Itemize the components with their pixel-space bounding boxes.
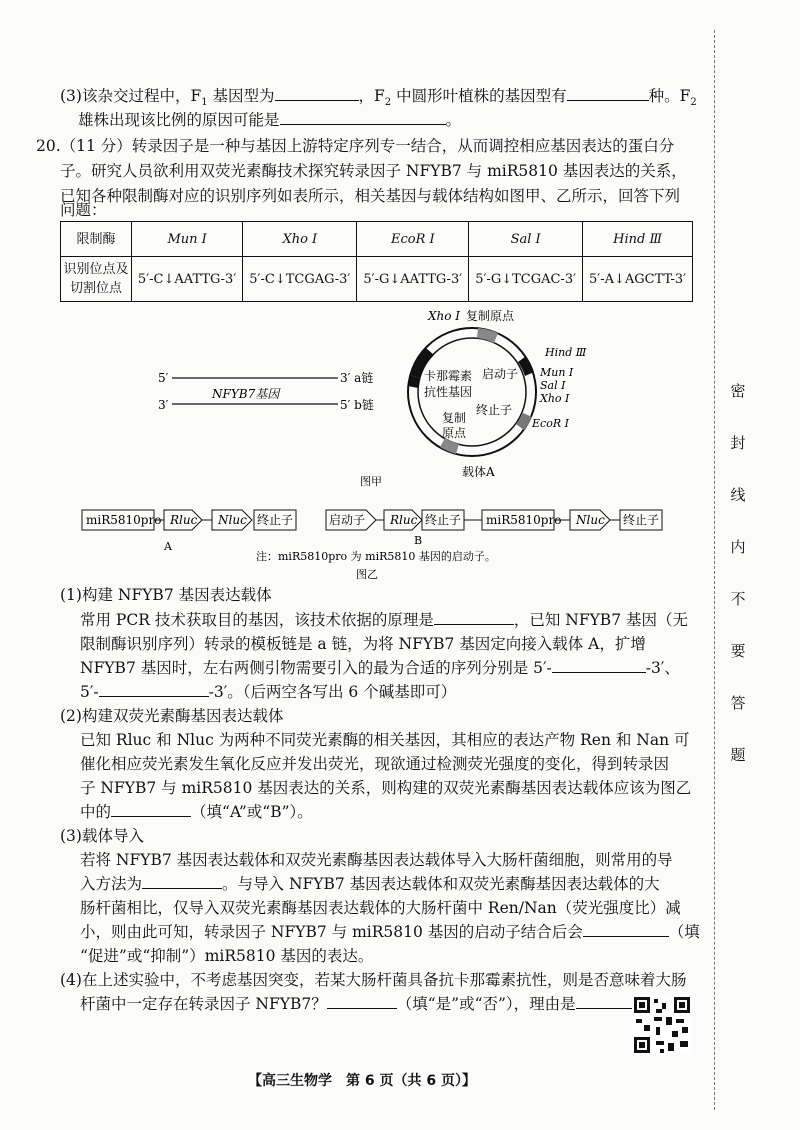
table-row-label: 识别位点及 切割位点 [61,257,132,302]
answer-blank[interactable] [111,800,191,817]
q20-1-line4: 5′- -3′。（后两空各写出 6 个碱基即可） [80,680,456,704]
figure-yi [80,502,700,584]
promoter-label: 启动子 [482,367,519,381]
q20-intro-1: 20.（11 分）转录因子是一种与基因上游特定序列专一结合，从而调控相应基因表达的蛋白分 [36,137,675,155]
answer-blank[interactable] [99,680,209,697]
answer-blank[interactable] [583,920,669,937]
construct-label: A [164,540,172,553]
cut-site: 5′-G↓TCGAC-3′ [469,257,583,302]
notice-char: 密 [730,382,746,400]
q20-intro-2: 子。研究人员欲利用双荧光素酶技术探究转录因子 NFYB7 与 miR5810 基因表达的关系， [60,162,687,180]
q20-2-line2: 催化相应荧光素发生氧化反应并发出荧光，现欲通过检测荧光强度的变化，得到转录因 [80,755,670,773]
site-label: EcoR Ⅰ [532,417,569,430]
box-label: Nluc [218,513,247,527]
enzyme-name: Sal Ⅰ [469,222,583,257]
cut-site: 5′-A↓AGCTT-3′ [583,257,693,302]
answer-blank[interactable] [275,84,359,101]
q20-1-line3: NFYB7 基因时，左右两侧引物需要引入的最为合适的序列分别是 5′- -3′、 [80,656,680,680]
q20-1-line2: 限制酶识别序列）转录的模板链是 a 链，为将 NFYB7 基因定向接入载体 A，扩增 [80,635,646,653]
answer-blank[interactable] [327,992,397,1009]
q20-4-line1: (4)在上述实验中，不考虑基因突变，若某大肠杆菌具备抗卡那霉素抗性，则是否意味着大肠 [60,971,687,989]
notice-char: 题 [730,746,746,764]
box-label: Nluc [576,513,605,527]
enzyme-name: Hind Ⅲ [583,222,693,257]
q19-3-line1: (3)该杂交过程中，$F_1$ 基因型为 ，$F_2$ 中圆形叶植株的基因型有 种。$F_2$ [60,84,697,115]
vector-name: 载体A [462,465,495,479]
q20-3-line3: 肠杆菌相比，仅导入双荧光素酶基因表达载体的大肠杆菌中 Ren/Nan（荧光强度比）减 [80,899,681,917]
notice-char: 不 [730,590,746,608]
strand-label: 3′ a链 [340,371,374,385]
construct-label: B [414,534,423,547]
strand-label: 3′ [158,398,169,412]
notice-char: 答 [730,694,746,712]
box-label: Rluc [390,513,418,527]
box-label: miR5810pro [486,513,562,527]
q20-4-line2: 杆菌中一定存在转录因子 NFYB7？ （填“是”或“否”），理由是 [80,992,661,1016]
ori-label: 复制 [442,411,467,425]
qr-code [632,995,692,1055]
binding-line [714,30,715,1110]
site-label: Mun Ⅰ [540,366,574,379]
enzyme-name: Mun Ⅰ [132,222,243,257]
enzyme-name: Xho Ⅰ [243,222,357,257]
construct-a [82,510,296,530]
box-label: miR5810pro [86,513,162,527]
box-label: 终止子 [425,513,462,527]
cut-site: 5′-C↓AATTG-3′ [132,257,243,302]
enzyme-table [60,221,693,302]
q20-2-line3: 子 NFYB7 与 miR5810 基因表达的关系，则构建的双荧光素酶基因表达载体应该为图乙 [80,779,692,797]
q20-1-title: (1)构建 NFYB7 基因表达载体 [60,586,272,604]
kan-label: 卡那霉素 [424,369,473,383]
figure-note: 注：miR5810pro 为 miR5810 基因的启动子。 [256,550,496,563]
answer-blank[interactable] [552,656,646,673]
box-label: 启动子 [329,513,366,527]
q20-2-line4: 中的 （填“A”或“B”）。 [80,800,313,824]
q20-3-line2: 入方法为 。与导入 NFYB7 基因表达载体和双荧光素酶基因表达载体的大 [80,872,660,896]
notice-char: 封 [730,434,746,452]
figure-caption: 图乙 [356,568,378,581]
strand-label: 5′ b链 [340,398,374,412]
notice-char: 线 [730,486,746,504]
strand-label: 5′ [158,371,169,385]
q20-1-line1: 常用 PCR 技术获取目的基因，该技术依据的原理是 ，已知 NFYB7 基因（无 [80,608,688,632]
kan-label: 抗性基因 [424,385,473,399]
q20-3-line4: 小，则由此可知，转录因子 NFYB7 与 miR5810 基因的启动子结合后会 （填 [80,920,700,944]
answer-blank[interactable] [142,872,222,889]
notice-char: 内 [730,538,746,556]
q20-2-title: (2)构建双荧光素酶基因表达载体 [60,707,284,725]
q19-3-line2: 雄株出现该比例的原因可能是 。 [78,108,461,132]
figure-jia [140,300,600,490]
gene-label: NFYB7基因 [212,387,280,401]
answer-blank[interactable] [434,608,514,625]
figure-caption: 图甲 [360,475,382,488]
q20-3-line1: 若将 NFYB7 基因表达载体和双荧光素酶基因表达载体导入大肠杆菌细胞，则常用的导 [80,851,673,869]
q20-intro-3: 已知各种限制酶对应的识别序列如表所示，相关基因与载体结构如图甲、乙所示，回答下列 [60,187,681,205]
page-footer: 【高三生物学 第 6 页（共 6 页）】 [248,1073,476,1089]
box-label: 终止子 [623,513,660,527]
box-label: Rluc [170,513,198,527]
site-label: 复制原点 [466,309,515,323]
q20-3-line5: “促进”或“抑制”）miR5810 基因的表达。 [80,947,374,965]
answer-blank[interactable] [567,84,649,101]
enzyme-name: EcoR Ⅰ [357,222,469,257]
q20-2-line1: 已知 Rluc 和 Nluc 为两种不同荧光素酶的相关基因，其相应的表达产物 Ren 和 Nan 可 [80,731,690,749]
ori-label: 原点 [442,426,467,440]
site-label: Sal Ⅰ [540,379,566,392]
box-label: 终止子 [257,513,294,527]
q20-3-title: (3)载体导入 [60,827,144,845]
q20-intro-4: 问题： [60,201,107,219]
construct-b [326,510,662,530]
notice-char: 要 [730,642,746,660]
binding-notice [728,380,748,796]
answer-blank[interactable] [280,108,446,125]
site-label: Xho Ⅰ [428,309,461,323]
table-header-label: 限制酶 [61,222,132,257]
cut-site: 5′-G↓AATTG-3′ [357,257,469,302]
site-label: Xho Ⅰ [540,392,570,405]
terminator-label: 终止子 [476,403,513,417]
cut-site: 5′-C↓TCGAG-3′ [243,257,357,302]
site-label: Hind Ⅲ [545,346,587,359]
